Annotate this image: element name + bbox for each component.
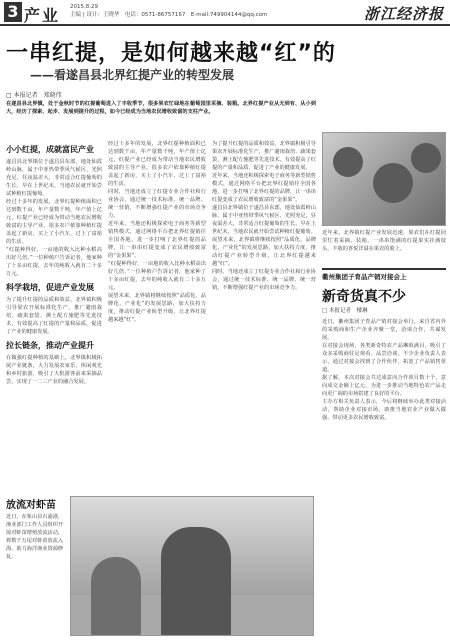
person-figure <box>161 527 231 636</box>
paragraph: 展望未来，北界镇将继续按照“品质化、品牌化、产业化”的发展思路，加大扶持力度，推动红提产业转型升级，让北界红提越来越“红”。 <box>108 293 206 323</box>
paragraph: 遂昌县北界镇位于遂昌县东部，地处仙霞岭山脉，属于中亚热带季风气候区，光照充足，昼夜温差大，非常适合红提葡萄的生长。早在上世纪末，当地农民就开始尝试种植红提葡萄。 <box>6 159 102 197</box>
paragraph: 在做强红提种植的基础上，北界镇积极拓展产业链条，大力发展农家乐、休闲观光和乡村旅游，吸引了大批游客前来采摘品尝，实现了一二三产业的融合发展。 <box>6 355 102 385</box>
grape-harvest-photo <box>322 132 446 226</box>
photo-story-caption: 近日，在象山县石浦港，渔业部门工作人员组织开展对虾苗增殖放流活动，将数千万尾对虾苗放流入海，助力海洋渔业资源修复。 <box>6 514 64 560</box>
paragraph: 经过十多年的发展，北界红提种植面积已达到数千亩，年产量数千吨，年产值上亿元，红提产业已经成为带动当地农民增收致富的主导产业。很多农户依靠种植红提盖起了新房，买上了小汽车，过上了富裕的生活。 <box>108 141 206 187</box>
paragraph: 近日，衢州集团子育品产销对接会举行，来自省内外的采购商和生产企业齐聚一堂，洽谈合作，共谋发展。 <box>322 319 446 341</box>
shrimp-release-photo <box>70 496 314 636</box>
paragraph: 展望未来，北界镇将继续按照“品质化、品牌化、产业化”的发展思路，加大扶持力度，推动红提产业转型升级，让北界红提越来越“红”。 <box>212 237 316 267</box>
article-column-3 <box>212 140 316 292</box>
paragraph: 经过十多年的发展，北界红提种植面积已达到数千亩，年产量数千吨，年产值上亿元，红提产业已经成为带动当地农民增收致富的主导产业。很多农户依靠种植红提盖起了新房，买上了小汽车，过上了富裕的生活。 <box>6 199 102 245</box>
foliage-shape <box>333 147 363 177</box>
foliage-shape <box>411 143 441 173</box>
article-column-2 <box>108 140 206 324</box>
paragraph: “红提种得好，一亩地的收入比种水稻高出好几倍。”一位种植户告诉记者，他家种了十多亩红提，去年的纯收入就有二十多万元。 <box>108 261 206 291</box>
paragraph: 在对接会现场，各类新奇特农产品琳琅满目，吸引了众多采购商驻足观看、品尝洽谈。不少企业负责人表示，通过对接会找到了合作伙伴，拓宽了产品销售渠道。 <box>322 343 446 373</box>
byline: □ 本报记者 郑晓伟 <box>6 92 62 99</box>
editor-line: 主编 | 设计：王晓华 电话：0571-86757167 E-mail:74990414​4@qq.com <box>70 12 268 18</box>
paragraph: “红提种得好，一亩地的收入比种水稻高出好几倍。”一位种植户告诉记者，他家种了十多亩红提，去年的纯收入就有二十多万元。 <box>6 247 102 277</box>
paragraph: 近年来，当地还积极探索电子商务等新型销售模式，通过网络平台把北界红提销往全国各地，进一步打响了北界红提的品牌，让一串串红提变成了农民增收致富的“金果果”。 <box>212 173 316 203</box>
sidebar-title: 新奇货真不少 <box>322 289 406 305</box>
paragraph: 遂昌县北界镇位于遂昌县东部，地处仙霞岭山脉，属于中亚热带季风气候区，光照充足，昼夜温差大，非常适合红提葡萄的生长。早在上世纪末，当地农民就开始尝试种植红提葡萄。 <box>212 205 316 235</box>
sidebar-rule <box>322 268 446 270</box>
foliage-shape <box>373 163 413 203</box>
paragraph: 同时，当地还成立了红提专业合作社和行业协会，通过统一技术标准、统一品牌、统一营销，不断增强红提产业的市场竞争力。 <box>108 189 206 219</box>
paragraph: 据了解，本次对接会共达成意向合作项目数十个，意向成交金额上亿元，为进一步推动当地特色农产品走向更广阔的市场搭建了良好的平台。 <box>322 375 446 397</box>
paragraph: 为了提升红提的品质和效益，北界镇积极引导果农开展标准化生产，推广避雨栽培、疏果套袋、测土配方施肥等先进技术，有效提高了红提的产量和品质，促进了产业的健康发展。 <box>6 297 102 335</box>
date-line: 2015.8.29 <box>70 4 98 10</box>
sidebar-byline: □ 本报记者 楼琳 <box>322 308 368 314</box>
paragraph: 为了提升红提的品质和效益，北界镇积极引导果农开展标准化生产，推广避雨栽培、疏果套袋、测土配方施肥等先进技术，有效提高了红提的产量和品质，促进了产业的健康发展。 <box>212 141 316 171</box>
headline: 一串红提，是如何越来越“红”的 <box>6 41 336 66</box>
masthead <box>0 0 450 26</box>
photo-story-title: 放流对虾苗 <box>6 500 56 511</box>
article-lead: 在遂昌县北界镇，处于金秋时节的红提葡萄进入了丰收季节，很多果农忙碌地在葡萄园里采摘、装箱。北界红提产业从无到有、从小到大，经历了探索、起步、发展到提升的过程，如今已经成为当地农民增收致富的支柱产业。 <box>6 101 316 115</box>
section-title: 拉长链条，推动产业提升 <box>6 341 94 350</box>
article-column-1 <box>6 140 102 386</box>
page-number: 3 <box>4 2 22 22</box>
paragraph: 同时，当地还成立了红提专业合作社和行业协会，通过统一技术标准、统一品牌、统一营销，不断增强红提产业的市场竞争力。 <box>212 269 316 291</box>
paragraph: 近年来，当地还积极探索电子商务等新型销售模式，通过网络平台把北界红提销往全国各地，进一步打响了北界红提的品牌，让一串串红提变成了农民增收致富的“金果果”。 <box>108 221 206 259</box>
photo-caption: 近年来，北界镇红提产业发展迅速，果农们在红提园里忙着采摘、装箱，一串串饱满的红提果实挂满枝头，丰收的喜悦洋溢在果农的脸上。 <box>322 230 446 252</box>
sidebar-kicker: 衢州集团子育品产销对接会上 <box>322 273 407 281</box>
person-figure <box>91 557 141 636</box>
sidebar-body <box>322 318 446 634</box>
section-name: 产业 <box>24 6 61 25</box>
paragraph: 主办方相关负责人表示，今后将继续举办此类对接活动，帮助企业对接市场，助推当地农业产业做大做强，带动更多农民增收致富。 <box>322 399 446 421</box>
section-title: 小小红提，成就富民产业 <box>6 145 94 154</box>
masthead-meta <box>70 3 267 19</box>
section-title: 科学栽培，促进产业发展 <box>6 283 94 292</box>
paper-name: 浙江经济报 <box>363 5 444 23</box>
subhead: ——看遂昌县北界红提产业的转型发展 <box>30 68 235 82</box>
